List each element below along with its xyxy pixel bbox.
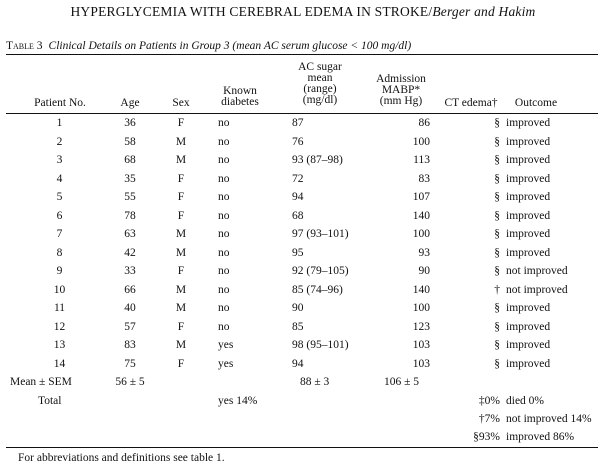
cell-mabp: 103 xyxy=(412,339,430,351)
table-number: Table 3 xyxy=(6,40,43,52)
cell-age: 83 xyxy=(124,339,136,351)
cell-age: 58 xyxy=(124,135,136,148)
cell-ct: § xyxy=(494,154,500,166)
cell-mabp: 90 xyxy=(418,265,430,277)
cell-sex: M xyxy=(175,228,187,240)
cell-ct: § xyxy=(494,302,500,314)
cell-outcome: improved xyxy=(506,246,551,259)
col-header-ct: CT edema† xyxy=(444,97,498,109)
cell-outcome: improved xyxy=(506,320,551,333)
cell-age: 78 xyxy=(124,209,136,222)
total-diabetes: yes 14% xyxy=(218,395,258,407)
cell-glucose: 85 xyxy=(292,320,304,333)
cell-diabetes: no xyxy=(218,283,230,296)
cell-patient: 10 xyxy=(53,283,66,296)
cell-mabp: 103 xyxy=(412,357,430,370)
col-header-diabetes xyxy=(212,86,268,108)
cell-diabetes: no xyxy=(218,246,230,259)
table-title: Clinical Details on Patients in Group 3 (mean AC serum glucose < 100 mg/dl) xyxy=(48,40,412,52)
mean-label: Mean ± SEM xyxy=(10,376,72,388)
cell-sex: F xyxy=(177,191,185,203)
cell-patient: 1 xyxy=(56,117,63,129)
total-label: Total xyxy=(38,395,62,407)
cell-diabetes: yes xyxy=(218,339,234,351)
cell-age: 35 xyxy=(124,172,136,185)
cell-age: 36 xyxy=(124,117,136,129)
cell-ct: § xyxy=(494,228,500,240)
cell-sex: M xyxy=(175,283,187,296)
col-header-glucose xyxy=(288,62,352,106)
cell-diabetes: no xyxy=(218,228,230,240)
col-header-outcome: Outcome xyxy=(514,97,558,109)
cell-outcome: not improved xyxy=(506,265,568,277)
cell-age: 57 xyxy=(124,320,136,333)
col-header-mabp xyxy=(366,74,436,107)
cell-diabetes: no xyxy=(218,265,230,277)
cell-glucose: 95 xyxy=(292,246,304,259)
cell-ct: § xyxy=(494,135,500,148)
cell-age: 33 xyxy=(124,265,136,277)
cell-sex: M xyxy=(175,302,187,314)
cell-ct: § xyxy=(494,209,500,222)
cell-sex: F xyxy=(177,117,185,129)
col-header-mabp-line2: MABP* xyxy=(381,84,421,96)
running-header-title: HYPERGLYCEMIA WITH CEREBRAL EDEMA IN STROKE/ xyxy=(70,4,433,19)
col-header-glucose-line1: AC sugar xyxy=(298,61,342,73)
cell-diabetes: no xyxy=(218,209,230,222)
cell-glucose: 93 (87–98) xyxy=(292,154,343,166)
cell-patient: 6 xyxy=(56,209,63,222)
header-rule xyxy=(6,113,598,114)
mean-mabp: 106 ± 5 xyxy=(384,376,420,388)
cell-ct: § xyxy=(494,191,500,203)
cell-sex: M xyxy=(175,154,187,166)
total-ct-1: †7% xyxy=(478,413,500,425)
cell-mabp: 100 xyxy=(412,228,430,240)
cell-age: 68 xyxy=(124,154,136,166)
cell-age: 42 xyxy=(124,246,136,259)
cell-patient: 12 xyxy=(53,320,66,333)
cell-patient: 13 xyxy=(53,339,66,351)
cell-glucose: 85 (74–96) xyxy=(292,283,343,296)
top-rule xyxy=(6,54,598,55)
cell-outcome: improved xyxy=(506,172,551,185)
cell-patient: 11 xyxy=(53,302,66,314)
cell-diabetes: no xyxy=(218,154,230,166)
col-header-age: Age xyxy=(120,97,140,109)
cell-mabp: 140 xyxy=(412,209,430,222)
cell-mabp: 86 xyxy=(418,117,430,129)
cell-mabp: 140 xyxy=(412,283,430,296)
running-header xyxy=(0,4,606,20)
cell-outcome: improved xyxy=(506,191,551,203)
cell-diabetes: no xyxy=(218,191,230,203)
cell-sex: F xyxy=(177,357,185,370)
cell-patient: 3 xyxy=(56,154,63,166)
footnote: For abbreviations and definitions see table 1. xyxy=(18,452,225,464)
cell-outcome: improved xyxy=(506,135,551,148)
total-outcome-0: died 0% xyxy=(506,395,545,407)
cell-age: 75 xyxy=(124,357,136,370)
cell-mabp: 100 xyxy=(412,135,430,148)
cell-age: 66 xyxy=(124,283,136,296)
cell-glucose: 92 (79–105) xyxy=(292,265,349,277)
total-outcome-1: not improved 14% xyxy=(506,413,592,425)
cell-ct: § xyxy=(494,339,500,351)
cell-patient: 5 xyxy=(56,191,63,203)
cell-sex: M xyxy=(175,339,187,351)
col-header-glucose-line3: (range) xyxy=(303,83,337,95)
cell-outcome: improved xyxy=(506,302,551,314)
cell-patient: 7 xyxy=(56,228,63,240)
cell-outcome: improved xyxy=(506,154,551,166)
cell-glucose: 87 xyxy=(292,117,304,129)
cell-mabp: 100 xyxy=(412,302,430,314)
cell-age: 55 xyxy=(124,191,136,203)
col-header-glucose-line2: mean xyxy=(307,72,333,84)
cell-diabetes: no xyxy=(218,117,230,129)
mean-glucose: 88 ± 3 xyxy=(300,376,330,388)
cell-sex: F xyxy=(177,209,185,222)
total-ct-2: §93% xyxy=(473,431,500,443)
cell-age: 63 xyxy=(124,228,136,240)
cell-outcome: not improved xyxy=(506,283,568,296)
cell-glucose: 72 xyxy=(292,172,304,185)
cell-mabp: 113 xyxy=(413,154,430,166)
cell-mabp: 123 xyxy=(412,320,430,333)
cell-glucose: 98 (95–101) xyxy=(292,339,349,351)
cell-patient: 9 xyxy=(56,265,63,277)
col-header-sex: Sex xyxy=(172,97,190,109)
cell-diabetes: no xyxy=(218,320,230,333)
cell-patient: 4 xyxy=(56,172,63,185)
cell-sex: M xyxy=(175,135,187,148)
cell-ct: § xyxy=(494,265,500,277)
cell-diabetes: no xyxy=(218,172,230,185)
col-header-mabp-line1: Admission xyxy=(376,73,426,85)
running-header-authors: Berger and Hakim xyxy=(432,4,536,19)
cell-mabp: 93 xyxy=(418,246,430,259)
col-header-glucose-line4: (mg/dl) xyxy=(302,94,338,106)
cell-outcome: improved xyxy=(506,117,551,129)
cell-glucose: 94 xyxy=(292,191,304,203)
cell-ct: § xyxy=(494,172,500,185)
bottom-rule xyxy=(6,447,598,448)
col-header-diabetes-line1: Known xyxy=(223,85,257,97)
total-outcome-2: improved 86% xyxy=(506,431,575,443)
cell-glucose: 90 xyxy=(292,302,304,314)
col-header-diabetes-line2: diabetes xyxy=(221,96,259,108)
cell-sex: M xyxy=(175,246,187,259)
cell-diabetes: no xyxy=(218,302,230,314)
cell-sex: F xyxy=(177,265,185,277)
cell-glucose: 76 xyxy=(292,135,304,148)
cell-outcome: improved xyxy=(506,209,551,222)
cell-patient: 8 xyxy=(56,246,63,259)
cell-outcome: improved xyxy=(506,357,551,370)
cell-patient: 14 xyxy=(53,357,66,370)
cell-glucose: 68 xyxy=(292,209,304,222)
table-caption xyxy=(6,40,411,52)
cell-outcome: improved xyxy=(506,228,551,240)
cell-outcome: improved xyxy=(506,339,551,351)
cell-patient: 2 xyxy=(56,135,63,148)
cell-age: 40 xyxy=(124,302,136,314)
cell-sex: F xyxy=(177,320,185,333)
cell-ct: † xyxy=(494,283,500,296)
cell-sex: F xyxy=(177,172,185,185)
col-header-mabp-line3: (mm Hg) xyxy=(379,95,423,107)
cell-ct: § xyxy=(494,357,500,370)
mean-age: 56 ± 5 xyxy=(115,376,145,388)
cell-diabetes: yes xyxy=(218,357,234,370)
cell-glucose: 94 xyxy=(292,357,304,370)
total-ct-0: ‡0% xyxy=(478,395,500,407)
cell-diabetes: no xyxy=(218,135,230,148)
cell-ct: § xyxy=(494,117,500,129)
cell-mabp: 83 xyxy=(418,172,430,185)
cell-mabp: 107 xyxy=(412,191,430,203)
cell-ct: § xyxy=(494,320,500,333)
cell-ct: § xyxy=(494,246,500,259)
col-header-patient: Patient No. xyxy=(34,97,86,109)
cell-glucose: 97 (93–101) xyxy=(292,228,349,240)
